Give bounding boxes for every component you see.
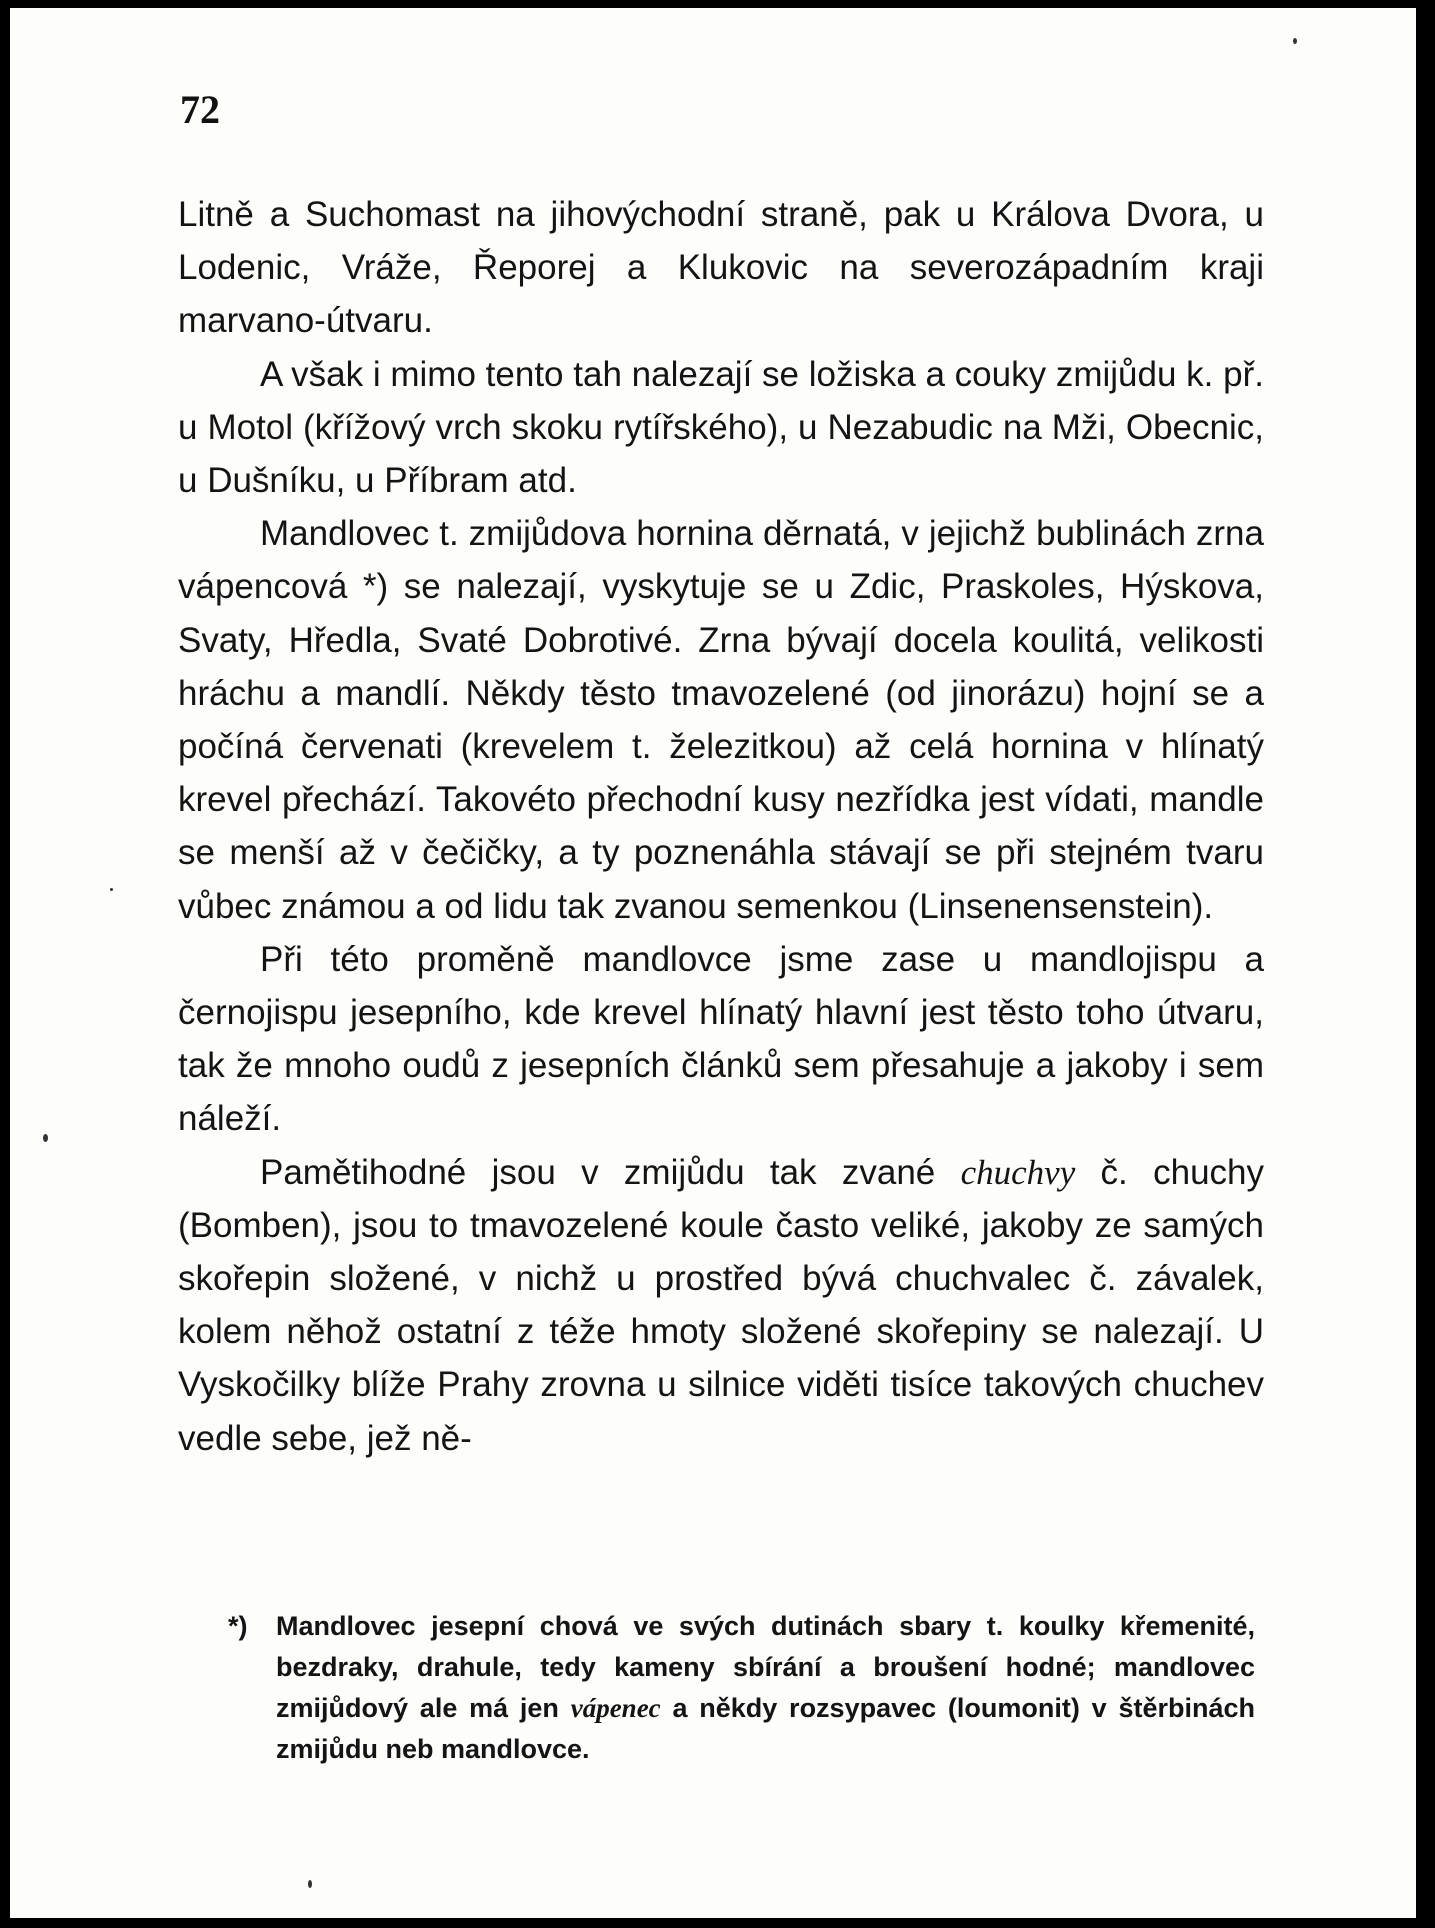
scan-speck — [1293, 38, 1297, 44]
scan-speck — [43, 1134, 48, 1142]
paragraph-3: Mandlovec t. zmijůdova hornina děrnatá, v jejichž bublinách zrna vápencová *) se nalezají, vyskytuje se u Zdic, Praskoles, Hýskova, Svaty, Hředla, Svaté Dobrotivé. Zrna bývají docela koulitá, velikosti hráchu a mandlí. Někdy těsto tmavozelené (od jinorázu) hojní se a počíná červenati (krevelem t. železitkou) až celá hornina v hlínatý krevel přechází. Takovéto přechodní kusy nezřídka jest vídati, mandle se menší až v čečičky, a ty poznenáhla stávají se při stejném tvaru vůbec známou a od lidu tak zvanou semenkou (Linsenensenstein). — [178, 514, 1264, 926]
paragraph-5-end: č. chuchy (Bomben), jsou to tmavozelené koule často veliké, jakoby ze samých skořepin složené, v nichž u prostřed bývá chuchvalec č. závalek, kolem něhož ostatní z téže hmoty složené skořepiny se nalezají. U Vyskočilky blíže Prahy zrovna u silnice viděti tisíce takových chuchev vedle sebe, jež ně- — [178, 1152, 1264, 1458]
paragraph-5 — [178, 1146, 1264, 1465]
paragraph-1: Litně a Suchomast na jihovýchodní straně, pak u Králova Dvora, u Lodenic, Vráže, Řeporej a Klukovic na severozápadním kraji marvano-útvaru. — [178, 195, 1264, 341]
body-text — [178, 188, 1264, 1465]
footnote — [228, 1606, 1255, 1770]
paragraph-5-start: Pamětihodné jsou v zmijůdu tak zvané — [260, 1152, 961, 1192]
footnote-marker: *) — [228, 1611, 248, 1641]
paragraph-4: Při této proměně mandlovce jsme zase u mandlojispu a černojispu jesepního, kde krevel hlínatý hlavní jest těsto toho útvaru, tak že mnoho oudů z jesepních článků sem přesahuje a jakoby i sem náleží. — [178, 939, 1264, 1139]
book-page — [10, 8, 1416, 1918]
paragraph-5-italic-term: chuchvy — [960, 1152, 1076, 1192]
paragraph-2: A však i mimo tento tah nalezají se ložiska a couky zmijůdu k. př. u Motol (křížový vrch skoku rytířského), u Nezabudic na Mži, Obecnic, u Dušníku, u Příbram atd. — [178, 354, 1264, 501]
page-number: 72 — [180, 87, 220, 132]
scan-speck — [308, 1880, 312, 1888]
scan-speck — [110, 888, 113, 891]
footnote-text-start: Mandlovec jesepní chová ve svých dutinách sbary t. koulky křemenité, bezdraky, drahule, tedy kameny sbírání a broušení hodné; mandlovec zmijůdový ale má jen — [276, 1611, 1255, 1723]
footnote-italic-term: vápenec — [570, 1693, 661, 1723]
footnote-text-end: a někdy rozsypavec (loumonit) v štěrbinách zmijůdu neb mandlovce. — [276, 1693, 1256, 1764]
